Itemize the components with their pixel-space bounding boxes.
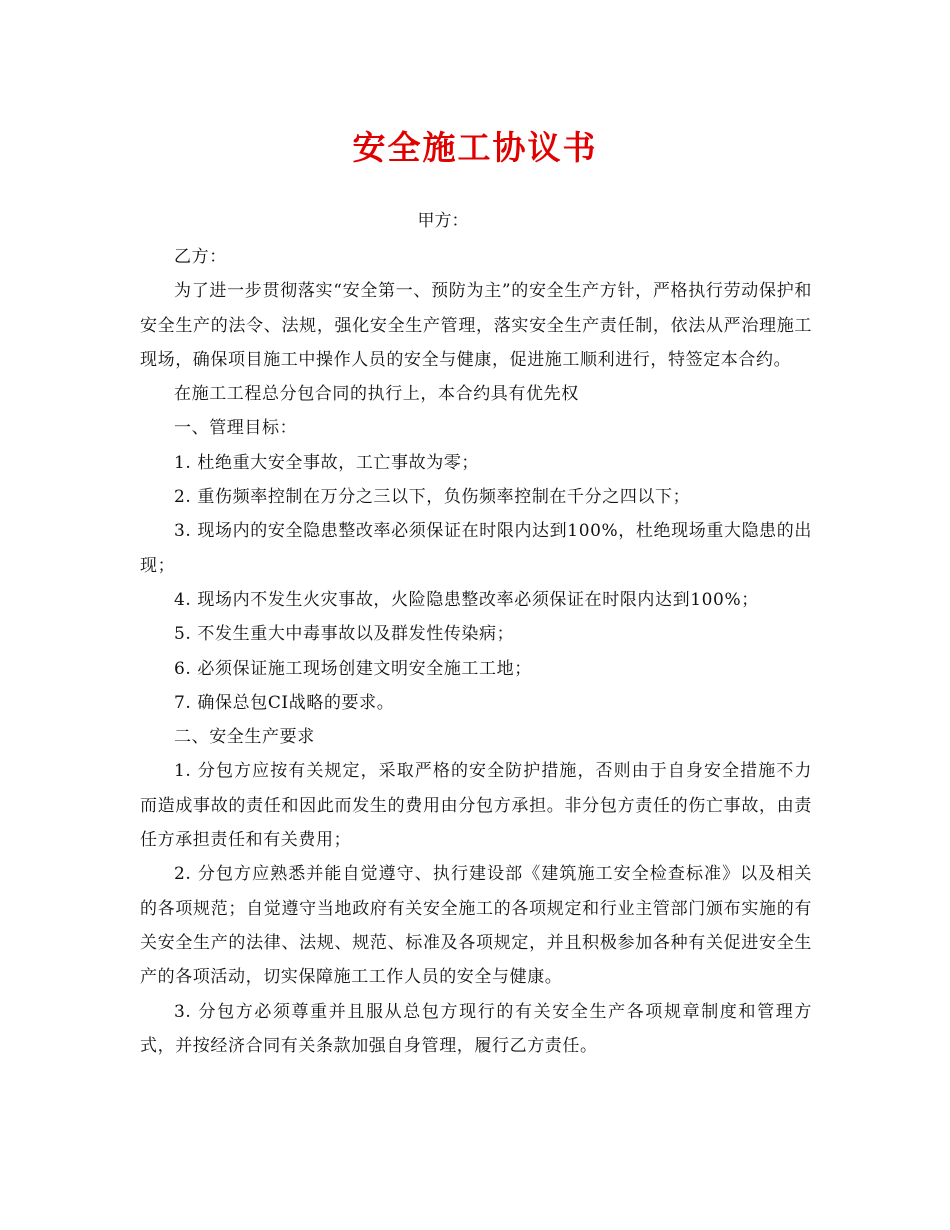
- priority-paragraph: 在施工工程总分包合同的执行上，本合约具有优先权: [174, 384, 579, 405]
- section-heading-management-goals: 一、管理目标：: [174, 418, 298, 439]
- requirement-item-1: 1. 分包方应按有关规定，采取严格的安全防护措施，否则由于自身安全措施不力而造成事故的责任和因此而发生的费用由分包方承担。非分包方责任的伤亡事故，由责任方承担责任和有关费用；: [140, 761, 812, 851]
- goal-item-5: 5. 不发生重大中毒事故以及群发性传染病；: [174, 624, 515, 645]
- goal-item-4: 4. 现场内不发生火灾事故，火险隐患整改率必须保证在时限内达到100%；: [174, 589, 759, 610]
- requirement-item-2: 2. 分包方应熟悉并能自觉遵守、执行建设部《建筑施工安全检查标准》以及相关的各项规范；自觉遵守当地政府有关安全施工的各项规定和行业主管部门颁布实施的有关安全生产的法律、法规、规范、标准及各项规定，并且积极参加各种有关促进安全生产的各项活动，切实保障施工工作人员的安全与健康。: [140, 864, 812, 988]
- document-body: [140, 240, 812, 1063]
- preamble-paragraph: 为了进一步贯彻落实“安全第一、预防为主”的安全生产方针，严格执行劳动保护和安全生产的法令、法规，强化安全生产管理，落实安全生产责任制，依法从严治理施工现场，确保项目施工中操作人员的安全与健康，促进施工顺利进行，特签定本合约。: [140, 281, 812, 370]
- section-heading-safety-requirements: 二、安全生产要求: [174, 727, 315, 748]
- document-title: 安全施工协议书: [352, 128, 598, 167]
- requirement-item-3: 3. 分包方必须尊重并且服从总包方现行的有关安全生产各项规章制度和管理方式，并按经济合同有关条款加强自身管理，履行乙方责任。: [140, 1001, 812, 1056]
- party-b-label: 乙方：: [174, 247, 227, 267]
- goal-item-7: 7. 确保总包CI战略的要求。: [174, 692, 395, 713]
- goal-item-3: 3. 现场内的安全隐患整改率必须保证在时限内达到100%，杜绝现场重大隐患的出现；: [140, 521, 812, 576]
- goal-item-2: 2. 重伤频率控制在万分之三以下，负伤频率控制在千分之四以下；: [174, 487, 691, 508]
- goal-item-6: 6. 必须保证施工现场创建文明安全施工工地；: [174, 658, 532, 679]
- party-a-label: 甲方：: [417, 211, 469, 231]
- goal-item-1: 1. 杜绝重大安全事故，工亡事故为零；: [174, 452, 480, 473]
